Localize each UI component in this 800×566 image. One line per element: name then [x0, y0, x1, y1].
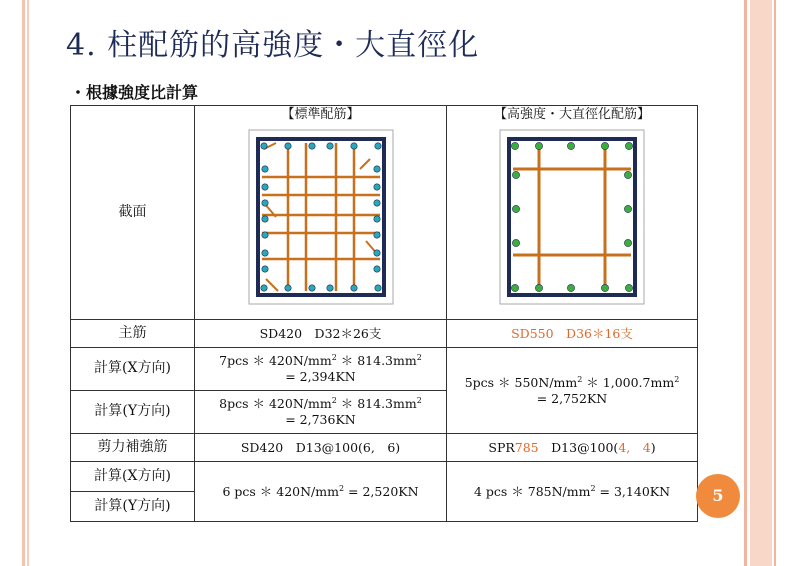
rebar-dot — [284, 285, 290, 291]
high-strength-rebar-diagram — [499, 129, 645, 305]
rebar-dot — [308, 143, 314, 149]
standard-section-cell — [195, 106, 447, 320]
rebar-dot — [350, 285, 356, 291]
rebar-dot — [374, 285, 380, 291]
high-strength-calc — [447, 348, 698, 434]
hs-calc-formula: 5pcs ＊ $550N/mm^2$ ＊ $1,000.7mm^2$ — [464, 374, 680, 390]
right-stripe-outer — [774, 0, 776, 566]
rebar-dot — [624, 206, 631, 213]
calc-x-result: = 2,394KN — [285, 369, 356, 384]
high-strength-shear-calc: 4 pcs ＊ $785N/mm^2 = 3,140KN$ — [447, 462, 698, 522]
rebar-dot — [512, 172, 519, 179]
rebar-dot — [261, 266, 267, 272]
rebar-dot — [308, 285, 314, 291]
calc-y-result: = 2,736KN — [285, 412, 356, 427]
rebar-dot — [624, 240, 631, 247]
rebar-dot — [373, 266, 379, 272]
row-label-shear-calc-x: 計算(X方向) — [71, 462, 195, 492]
high-strength-shear-rebar: SPR785 D13@100(4, 4) — [447, 434, 698, 462]
calc-x-row — [71, 348, 698, 391]
calc-y-formula: 8pcs ＊ $420N/mm^2$ ＊ $814.3mm^2$ — [219, 396, 422, 412]
rebar-dot — [261, 232, 267, 238]
rebar-dot — [601, 285, 608, 292]
rebar-dot — [511, 143, 518, 150]
rebar-dot — [535, 285, 542, 292]
rebar-dot — [373, 232, 379, 238]
rebar-dot — [567, 143, 574, 150]
left-stripe-inner — [27, 0, 29, 566]
rebar-dot — [260, 285, 266, 291]
rebar-dot — [373, 250, 379, 256]
standard-shear-rebar: SD420 D13@100(6, 6) — [195, 434, 447, 462]
standard-calc-x — [195, 348, 447, 391]
rebar-comparison-table — [70, 105, 698, 522]
left-stripe — [22, 0, 25, 566]
row-label-shear-calc-y: 計算(Y方向) — [71, 492, 195, 522]
section-subtitle: ・根據強度比計算 — [70, 83, 199, 102]
rebar-dot — [261, 216, 267, 222]
standard-main-rebar: SD420 D32＊26支 — [195, 320, 447, 348]
calc-x-formula: 7pcs ＊ $420N/mm^2$ ＊ $814.3mm^2$ — [219, 353, 422, 369]
hs-calc-result: = 2,752KN — [536, 390, 608, 406]
rebar-dot — [624, 172, 631, 179]
rebar-dot — [625, 285, 632, 292]
right-stripe — [744, 0, 747, 566]
rebar-dot — [261, 184, 267, 190]
rebar-dot — [284, 143, 290, 149]
row-label-main-rebar: 主筋 — [71, 320, 195, 348]
standard-header: 【標準配筋】 — [281, 107, 360, 122]
rebar-dot — [326, 143, 332, 149]
rebar-dot — [373, 184, 379, 190]
rebar-dot — [373, 216, 379, 222]
section-row — [71, 106, 698, 320]
rebar-dot — [350, 143, 356, 149]
high-strength-header: 【高強度・大直徑化配筋】 — [493, 107, 650, 122]
rebar-dot — [512, 240, 519, 247]
page-title: 4. 柱配筋的高強度・大直徑化 — [66, 28, 480, 63]
rebar-dot — [567, 285, 574, 292]
rebar-dot — [326, 285, 332, 291]
rebar-dot — [512, 206, 519, 213]
rebar-dot — [535, 143, 542, 150]
row-label-shear-rebar: 剪力補強筋 — [71, 434, 195, 462]
high-strength-main-rebar: SD550 D36＊16支 — [447, 320, 698, 348]
shear-calc-x-row — [71, 462, 698, 492]
rebar-dot — [511, 285, 518, 292]
rebar-dot — [374, 143, 380, 149]
row-label-calc-x: 計算(X方向) — [71, 348, 195, 391]
diagram-frame — [500, 130, 644, 304]
standard-calc-y — [195, 391, 447, 434]
page-number-badge: 5 — [696, 474, 740, 518]
standard-rebar-diagram — [248, 129, 394, 305]
high-strength-section-cell — [447, 106, 698, 320]
rebar-dot — [261, 200, 267, 206]
rebar-dot — [261, 250, 267, 256]
row-label-calc-y: 計算(Y方向) — [71, 391, 195, 434]
main-rebar-row — [71, 320, 698, 348]
rebar-dot — [373, 166, 379, 172]
rebar-dot — [625, 143, 632, 150]
rebar-dot — [261, 166, 267, 172]
rebar-dot — [601, 143, 608, 150]
rebar-dot — [260, 143, 266, 149]
rebar-dot — [373, 200, 379, 206]
right-band — [750, 0, 772, 566]
row-label-section: 截面 — [71, 106, 195, 320]
shear-rebar-row — [71, 434, 698, 462]
standard-shear-calc: 6 pcs ＊ $420N/mm^2 = 2,520KN$ — [195, 462, 447, 522]
diagram-frame — [249, 130, 393, 304]
